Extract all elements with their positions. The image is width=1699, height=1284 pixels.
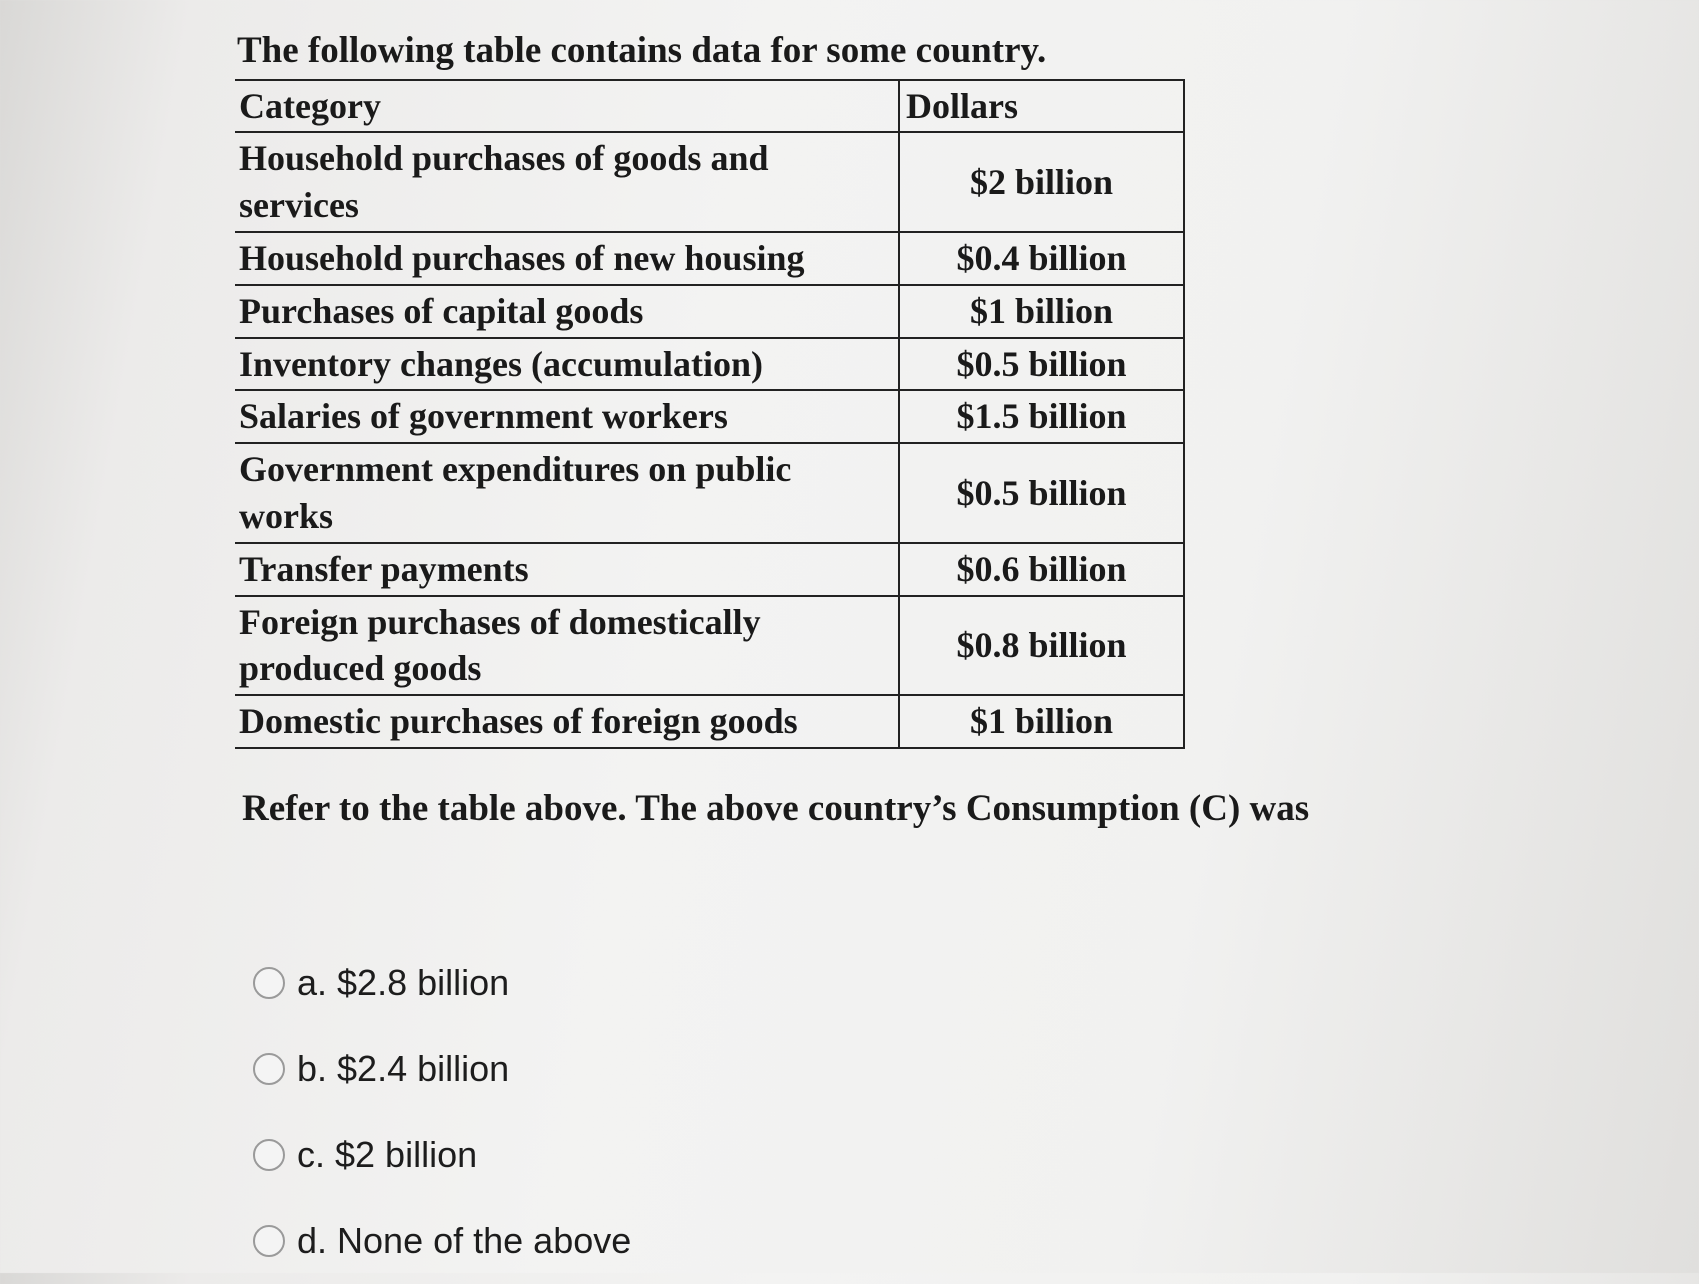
table-row	[235, 543, 1184, 596]
option-c[interactable]	[253, 1112, 1435, 1198]
option-letter: b.	[297, 1047, 328, 1089]
option-letter: d.	[297, 1219, 328, 1261]
row-dollars: $0.5 billion	[899, 338, 1184, 391]
table-header-row	[235, 80, 1184, 133]
row-category: Salaries of government workers	[235, 390, 899, 443]
row-dollars: $1.5 billion	[899, 390, 1184, 443]
row-dollars: $0.5 billion	[899, 443, 1184, 543]
question-text: Refer to the table above. The above country’s Consumption (C) was	[242, 787, 1310, 829]
header-category: Category	[235, 80, 899, 133]
option-a[interactable]	[253, 940, 1435, 1026]
table-row	[235, 338, 1184, 391]
row-category: Household purchases of new housing	[235, 232, 899, 285]
intro-text: The following table contains data for some country.	[237, 30, 1047, 71]
table-row	[235, 132, 1184, 232]
row-dollars: $1 billion	[899, 695, 1184, 748]
table-row	[235, 390, 1184, 443]
header-dollars: Dollars	[899, 80, 1184, 133]
option-letter: c.	[297, 1133, 326, 1175]
table-row	[235, 695, 1184, 748]
row-category: Transfer payments	[235, 543, 899, 596]
radio-button-b[interactable]	[253, 1053, 285, 1085]
data-table	[235, 79, 1185, 749]
row-dollars: $1 billion	[899, 285, 1184, 338]
radio-button-a[interactable]	[253, 967, 285, 999]
option-text: $2.8 billion	[337, 961, 510, 1003]
row-category: Purchases of capital goods	[235, 285, 899, 338]
row-dollars: $0.8 billion	[899, 596, 1184, 696]
question-content	[235, 30, 1435, 1284]
row-dollars: $0.6 billion	[899, 543, 1184, 596]
option-d[interactable]	[253, 1198, 1435, 1284]
table-row	[235, 285, 1184, 338]
radio-button-d[interactable]	[253, 1225, 285, 1257]
answer-options	[253, 940, 1435, 1284]
row-category: Inventory changes (accumulation)	[235, 338, 899, 391]
option-b[interactable]	[253, 1026, 1435, 1112]
radio-button-c[interactable]	[253, 1139, 285, 1171]
row-category: Domestic purchases of foreign goods	[235, 695, 899, 748]
row-category: Foreign purchases of domestically produced goods	[235, 596, 899, 696]
row-dollars: $2 billion	[899, 132, 1184, 232]
row-category: Government expenditures on public works	[235, 443, 899, 543]
option-letter: a.	[297, 961, 328, 1003]
table-row	[235, 443, 1184, 543]
table-row	[235, 596, 1184, 696]
option-text: $2 billion	[335, 1133, 478, 1175]
option-text: None of the above	[337, 1219, 632, 1261]
row-dollars: $0.4 billion	[899, 232, 1184, 285]
option-text: $2.4 billion	[337, 1047, 510, 1089]
row-category: Household purchases of goods and services	[235, 132, 899, 232]
table-row	[235, 232, 1184, 285]
